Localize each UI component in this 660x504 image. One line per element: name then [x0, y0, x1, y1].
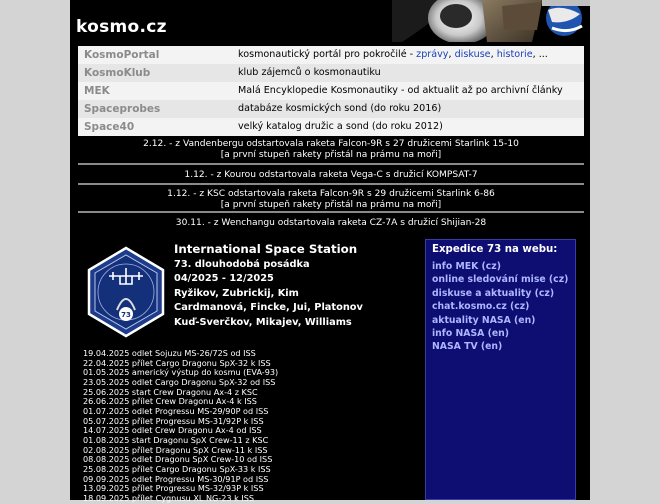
portal-links-table [78, 46, 584, 136]
portal-link-row[interactable] [78, 118, 584, 136]
iss-event: 01.07.2025 odlet Progressu MS-29/90P od ISS [83, 405, 269, 416]
iss-event: 09.09.2025 odlet Progressu MS-30/91P od ISS [83, 473, 269, 484]
news-headline: 2.12. - z Vandenbergu odstartovala raketa Falcon-9R s 27 družicemi Starlink 15-10 [143, 139, 519, 149]
expedition-link[interactable]: info MEK (cz) [432, 261, 501, 272]
crew-info-line: Kuď-Sverčkov, Mikajev, Williams [174, 316, 352, 328]
news-headline: 1.12. - z Kourou odstartovala raketa Vega-C s družicí KOMPSAT-7 [184, 170, 478, 180]
portal-link-row[interactable] [78, 64, 584, 82]
iss-event: 25.06.2025 start Crew Dragonu Ax-4 z KSC [83, 386, 258, 397]
expedition-title: Expedice 73 na webu: [432, 244, 558, 255]
expedition-link[interactable]: NASA TV (en) [432, 341, 503, 353]
link-diskuse[interactable]: diskuse [454, 49, 491, 60]
portal-link-row[interactable] [78, 82, 584, 100]
portal-link-name[interactable]: KosmoPortal [84, 49, 160, 61]
crew-info-line: Cardmanová, Fincke, Jui, Platonov [174, 302, 363, 314]
iss-event: 25.08.2025 přílet Cargo Dragonu SpX-33 k ISS [83, 463, 271, 474]
iss-event: 26.06.2025 přílet Crew Dragonu Ax-4 k ISS [83, 396, 257, 407]
news-item[interactable] [78, 165, 584, 185]
expedition-link[interactable]: online sledování mise (cz) [432, 274, 569, 286]
portal-link-description: databáze kosmických sond (do roku 2016) [238, 103, 442, 114]
portal-link-description: klub zájemců o kosmonautiku [238, 67, 381, 78]
page [70, 0, 590, 503]
link-zpravy[interactable]: zprávy [416, 49, 449, 60]
portal-link-row[interactable] [78, 46, 584, 64]
iss-title: International Space Station [174, 242, 358, 256]
portal-link-name[interactable]: Spaceprobes [84, 103, 161, 115]
iss-event: 01.05.2025 americký výstup do kosmu (EVA-93) [83, 367, 279, 378]
portal-link-description: kosmonautický portál pro pokročilé - zprávy, diskuse, historie, ... [238, 49, 548, 60]
expedition-link[interactable]: aktuality NASA (en) [432, 314, 536, 326]
news-item[interactable] [78, 137, 584, 165]
iss-event: 05.07.2025 přílet Progressu MS-31/92P k ISS [83, 415, 264, 426]
portal-link-name[interactable]: MEK [84, 85, 110, 97]
portal-link-row[interactable] [78, 100, 584, 118]
crew-info [174, 258, 363, 330]
iss-event: 19.04.2025 odlet Sojuzu MS-26/72S od ISS [83, 348, 256, 358]
iss-event: 18.09.2025 přílet Cygnusu XL NG-23 k ISS [83, 492, 255, 503]
news-headline: 30.11. - z Wenchangu odstartovala raketa CZ-7A s družicí Shijian-28 [175, 218, 487, 228]
patch-number: 73 [121, 311, 131, 319]
expedition-link[interactable]: chat.kosmo.cz (cz) [432, 301, 530, 313]
expedition-links-list [432, 260, 575, 354]
astronaut-banner-image [392, 0, 590, 42]
iss-event: 08.08.2025 odlet Dragonu SpX Crew-10 od ISS [83, 454, 273, 465]
news-item[interactable] [78, 213, 584, 233]
link-historie[interactable]: historie [496, 49, 533, 60]
news-item[interactable] [78, 185, 584, 213]
iss-event: 01.08.2025 start Dragonu SpX Crew-11 z KSC [83, 434, 269, 445]
header [70, 0, 590, 42]
crew-info-line: Ryžikov, Zubrickij, Kim [174, 287, 299, 299]
crew-info-line: 73. dlouhodobá posádka [174, 259, 310, 270]
expedition-links-box [425, 239, 576, 500]
iss-event: 23.05.2025 odlet Cargo Dragonu SpX-32 od ISS [83, 376, 276, 387]
iss-event: 14.07.2025 odlet Crew Dragonu Ax-4 od ISS [83, 425, 262, 436]
crew-info-line: 04/2025 - 12/2025 [174, 273, 274, 285]
portal-link-name[interactable]: Space40 [84, 121, 135, 133]
iss-event: 22.04.2025 přílet Cargo Dragonu SpX-32 k ISS [83, 357, 271, 368]
site-logo[interactable]: kosmo.cz [76, 17, 167, 37]
news-note: [a první stupeň rakety přistál na prámu na moři] [220, 199, 442, 210]
portal-link-name[interactable]: KosmoKlub [84, 67, 151, 79]
expedition-link[interactable]: diskuse a aktuality (cz) [432, 287, 555, 299]
link-more[interactable]: ... [538, 49, 548, 60]
news-ticker [78, 137, 584, 233]
news-note: [a první stupeň rakety přistál na prámu na moři] [220, 149, 442, 160]
iss-event: 02.08.2025 přílet Dragonu SpX Crew-11 k ISS [83, 444, 268, 455]
news-headline: 1.12. - z KSC odstartovala raketa Falcon-9R s 29 družicemi Starlink 6-86 [167, 189, 495, 199]
portal-link-description: Malá Encyklopedie Kosmonautiky - od aktualit až po archivní články [238, 85, 563, 96]
expedition-link[interactable]: info NASA (en) [432, 328, 509, 340]
portal-link-description: velký katalog družic a sond (do roku 2012) [238, 121, 443, 132]
iss-events-list [83, 349, 278, 504]
expedition-mission-patch-image[interactable] [87, 246, 165, 338]
iss-event: 13.09.2025 přílet Progressu MS-32/93P k ISS [83, 483, 264, 494]
